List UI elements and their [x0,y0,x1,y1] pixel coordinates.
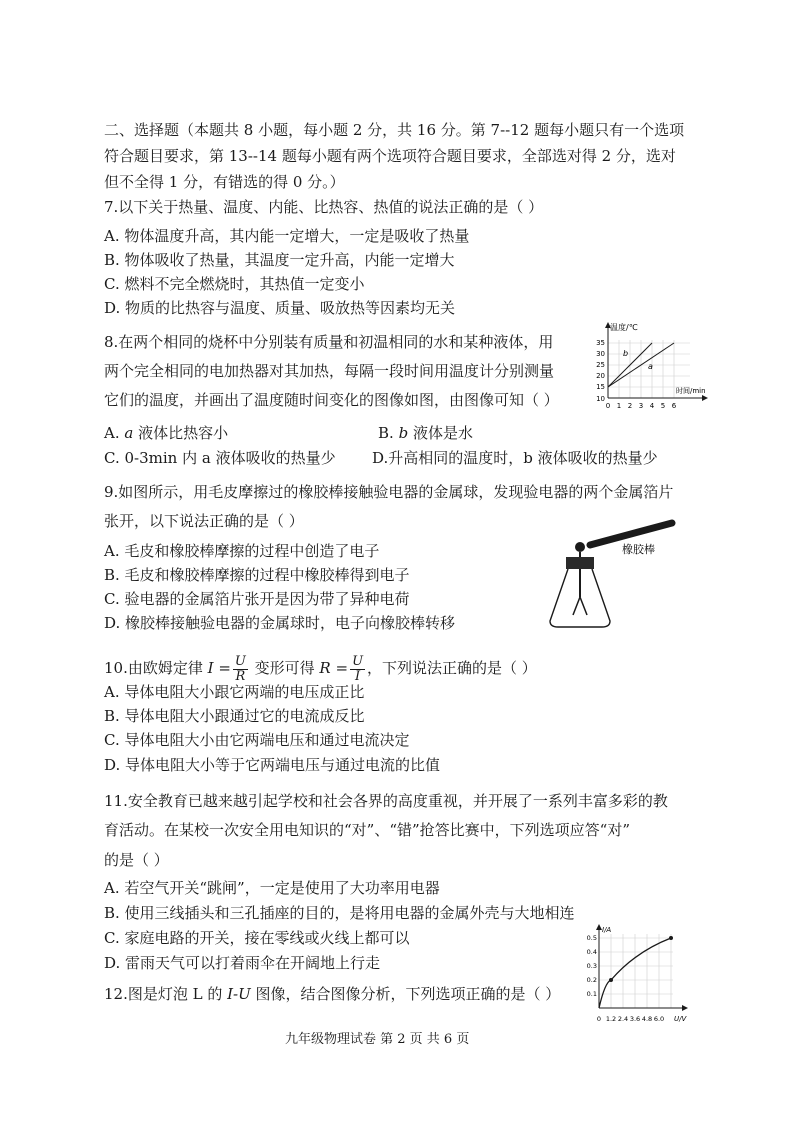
q12-x-axis-label: U/V [674,1015,687,1023]
q12-iu-graph [583,922,693,1030]
q10-option-b: B. 导体电阻大小跟通过它的电流成反比 [104,707,365,725]
foil-left [573,597,580,615]
section-heading-line2: 符合题目要求，第 13--14 题每小题有两个选项符合题目要求，全部选对得 2 分，选对 [104,147,676,165]
section-heading-line3: 但不全得 1 分，有错选的得 0 分。） [104,173,345,191]
q12-xtick: 4.8 [641,1015,653,1023]
electroscope-figure [540,515,680,635]
q8-xtick: 0 [605,402,611,410]
q10-stem: 10.由欧姆定律 I = $\frac{U}{R}$ 变形可得 R = $\frac{U}{I}$ ，下列说法正确的是（ ） [104,653,537,684]
q7-option-d: D. 物质的比热容与温度、质量、吸放热等因素均无关 [104,299,456,317]
q8-x-axis-label: 时间/min [676,387,706,395]
q10-option-d: D. 导体电阻大小等于它两端电压与通过电流的比值 [104,756,441,774]
q10-fraction-u-over-r: $\frac{U}{R}$ [234,653,246,684]
q9-stem-line1: 9.如图所示，用毛皮摩擦过的橡胶棒接触验电器的金属球，发现验电器的两个金属箔片 [104,483,674,501]
rubber-rod [590,523,672,545]
metal-ball [575,542,585,552]
q9-stem-line2: 张开，以下说法正确的是（ ） [104,512,304,530]
q12-y-axis-label: I/A [602,926,612,934]
q8-option-d: D.升高相同的温度时，b 液体吸收的热量少 [372,449,658,467]
q8-xtick: 4 [649,402,655,410]
q10-option-a: A. 导体电阻大小跟它两端的电压成正比 [104,683,365,701]
section-heading-line1: 二、选择题（本题共 8 小题，每小题 2 分，共 16 分。第 7--12 题每小题只有一个选项 [104,121,685,139]
page-footer: 九年级物理试卷 第 2 页 共 6 页 [285,1032,470,1047]
q9-option-c: C. 验电器的金属箔片张开是因为带了异种电荷 [104,590,410,608]
q8-ytick: 15 [596,383,605,391]
q12-xtick: 2.4 [617,1015,629,1023]
q8-ytick: 25 [596,361,605,369]
q12-stem: 12.图是灯泡 L 的 I-U 图像，结合图像分析，下列选项正确的是（ ） [104,985,561,1003]
q12-ytick: 0.4 [586,948,597,956]
q7-option-a: A. 物体温度升高，其内能一定增大，一定是吸收了热量 [104,227,470,245]
q9-option-b: B. 毛皮和橡胶棒摩擦的过程中橡胶棒得到电子 [104,566,410,584]
q9-option-a: A. 毛皮和橡胶棒摩擦的过程中创造了电子 [104,542,380,560]
q12-ytick: 0.2 [586,976,597,984]
q8-ytick: 35 [596,339,605,347]
q8-stem-line3: 它们的温度，并画出了温度随时间变化的图像如图，由图像可知（ ） [104,391,559,409]
q8-temperature-graph [590,318,720,418]
q8-stem-line1: 8.在两个相同的烧杯中分别装有质量和初温相同的水和某种液体，用 [104,333,554,351]
q8-ytick: 10 [596,395,605,403]
foil-right [580,597,587,615]
q8-option-a: A. a 液体比热容小 [104,424,229,442]
q8-xtick: 1 [616,402,622,410]
rubber-rod-label: 橡胶棒 [622,543,655,556]
q7-option-c: C. 燃料不完全燃烧时，其热值一定变小 [104,275,365,293]
q7-option-b: B. 物体吸收了热量，其温度一定升高，内能一定增大 [104,251,455,269]
q11-option-c: C. 家庭电路的开关，接在零线或火线上都可以 [104,929,410,947]
q11-option-a: A. 若空气开关“跳闸”，一定是使用了大功率用电器 [104,879,440,897]
q12-xtick: 1.2 [605,1015,617,1023]
q10-fraction-u-over-i: $\frac{U}{I}$ [352,653,364,684]
stopper [566,557,594,569]
q8-option-c: C. 0-3min 内 a 液体吸收的热量少 [104,449,336,467]
q10-option-c: C. 导体电阻大小由它两端电压和通过电流决定 [104,731,410,749]
q11-option-b: B. 使用三线插头和三孔插座的目的，是将用电器的金属外壳与大地相连 [104,904,575,922]
q8-xtick: 3 [638,402,644,410]
q7-stem: 7.以下关于热量、温度、内能、比热容、热值的说法正确的是（ ） [104,198,544,216]
q12-data-point [669,936,673,940]
q8-y-axis-label: 温度/℃ [610,323,638,332]
q8-ytick: 30 [596,350,605,358]
q8-label-a: a [648,362,653,371]
q12-data-point [609,978,613,982]
q8-ytick: 20 [596,372,605,380]
q12-xtick: 0 [596,1015,602,1023]
q12-ytick: 0.3 [586,962,597,970]
q12-ytick: 0.1 [586,990,597,998]
q11-stem-line3: 的是（ ） [104,851,169,869]
q8-stem-line2: 两个完全相同的电加热器对其加热，每隔一段时间用温度计分别测量 [104,362,555,380]
q8-label-b: b [623,349,629,358]
q8-xtick: 6 [671,402,677,410]
q11-stem-line2: 育活动。在某校一次安全用电知识的“对”、“错”抢答比赛中，下列选项应答“对” [104,821,631,839]
q12-xtick: 6.0 [653,1015,665,1023]
q12-ytick: 0.5 [586,934,597,942]
q8-xtick: 5 [660,402,666,410]
q8-xtick: 2 [627,402,633,410]
q12-xtick: 3.6 [629,1015,641,1023]
q8-option-b: B. b 液体是水 [378,424,473,442]
q9-option-d: D. 橡胶棒接触验电器的金属球时，电子向橡胶棒转移 [104,614,456,632]
q11-stem-line1: 11.安全教育已越来越引起学校和社会各界的高度重视，并开展了一系列丰富多彩的教 [104,792,668,810]
q11-option-d: D. 雷雨天气可以打着雨伞在开阔地上行走 [104,954,381,972]
